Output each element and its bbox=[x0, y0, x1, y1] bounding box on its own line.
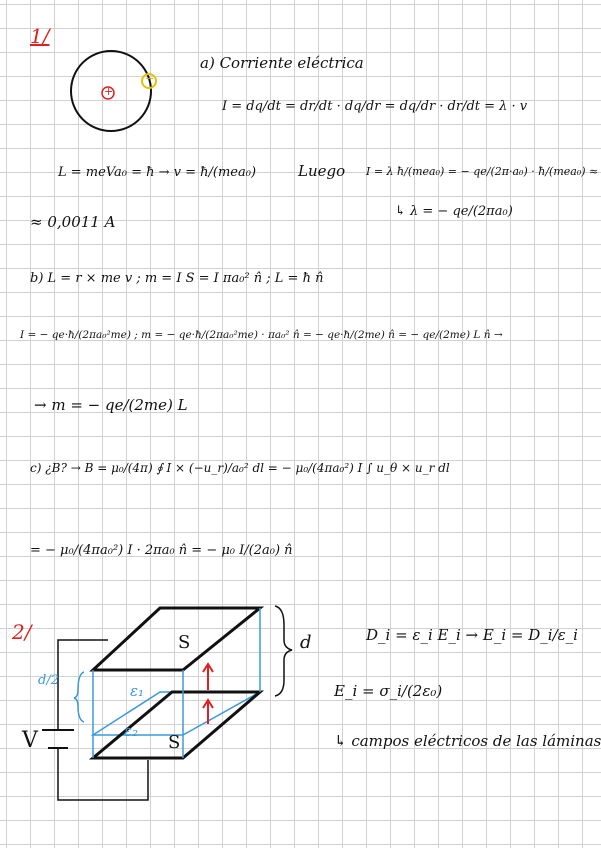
thickness-label: d bbox=[300, 632, 312, 653]
luego-word: Luego bbox=[298, 162, 346, 180]
permittivity-2-label: ε₂ bbox=[124, 722, 139, 740]
displacement-equation: D_i = ε_i E_i → E_i = D_i/ε_i bbox=[366, 626, 578, 644]
lambda-definition: ↳ λ = − qe/(2πa₀) bbox=[395, 204, 513, 219]
half-thickness-label: d/2 bbox=[38, 673, 59, 688]
part-a-title: a) Corriente eléctrica bbox=[200, 54, 364, 72]
area-label-bottom: S bbox=[168, 732, 181, 753]
part-c-result: = − μ₀/(4πa₀²) I · 2πa₀ n̂ = − μ₀ I/(2a₀) n̂ bbox=[30, 543, 293, 558]
problem-1-number: 1/ bbox=[30, 24, 50, 48]
part-b-result: → m = − qe/(2me) L bbox=[34, 396, 188, 414]
area-label-top: S bbox=[178, 632, 191, 653]
fields-note: ↳ campos eléctricos de las láminas bbox=[334, 732, 601, 750]
part-b-current: I = − qe·ħ/(2πa₀²me) ; m = − qe·ħ/(2πa₀²me) · πa₀² n̂ = − qe·ħ/(2me) n̂ = − qe/(2me) L n̂ → bbox=[20, 329, 503, 341]
top-plate bbox=[93, 608, 260, 670]
voltage-label: V bbox=[22, 728, 38, 753]
permittivity-1-label: ε₁ bbox=[130, 682, 145, 700]
current-value: ≈ 0,0011 A bbox=[30, 213, 116, 231]
circuit-wire-top bbox=[58, 640, 108, 730]
problem-2-number: 2/ bbox=[12, 620, 32, 644]
current-result: I = λ ħ/(mea₀) = − qe/(2π·a₀) · ħ/(mea₀) ≈ bbox=[366, 165, 599, 178]
half-thickness-brace bbox=[74, 672, 84, 722]
part-c-integral: c) ¿B? → B = μ₀/(4π) ∮ I × (−u_r)/a₀² dl = − μ₀/(4πa₀²) I ∫ u_θ × u_r dl bbox=[30, 461, 450, 475]
circuit-wire-bottom bbox=[58, 748, 148, 800]
nucleus-symbol: + bbox=[104, 85, 114, 98]
part-b-definitions: b) L = r × me v ; m = I S = I πa₀² n̂ ; L = ħ n̂ bbox=[30, 271, 324, 286]
thickness-brace bbox=[275, 606, 292, 696]
angular-momentum-equation: L = meVa₀ = ħ → v = ħ/(mea₀) bbox=[58, 165, 257, 180]
electron-symbol: − bbox=[145, 72, 155, 85]
current-definition: I = dq/dt = dr/dt · dq/dr = dq/dr · dr/dt = λ · v bbox=[222, 99, 528, 114]
field-equation: E_i = σ_i/(2ε₀) bbox=[334, 682, 443, 700]
